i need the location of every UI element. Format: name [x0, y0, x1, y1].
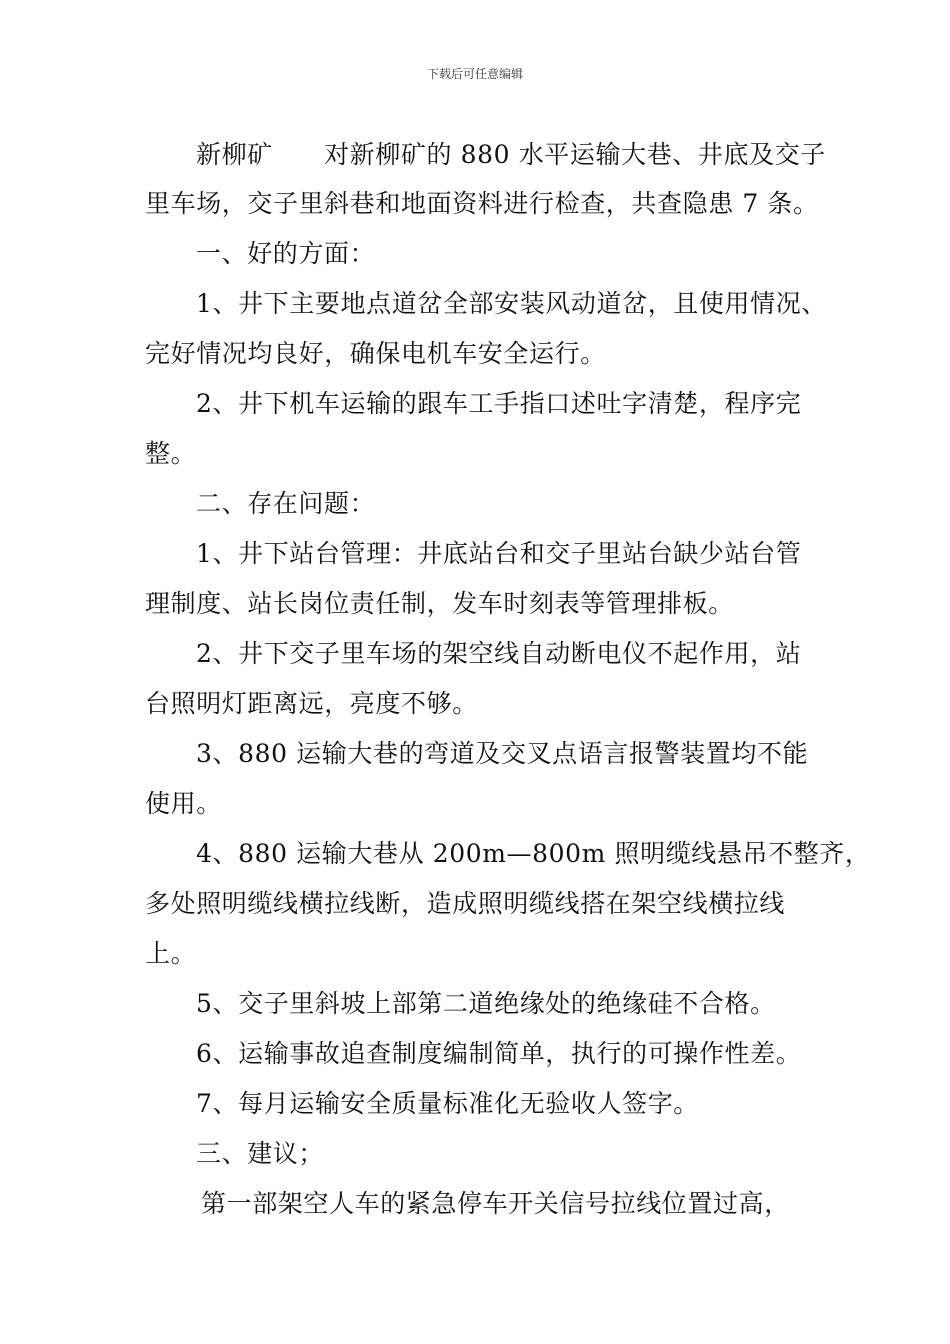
line-21: 三、建议；	[196, 1139, 325, 1168]
line-13: 3、880 运输大巷的弯道及交叉点语言报警装置均不能	[196, 739, 809, 768]
line-7: 整。	[145, 439, 197, 468]
line-4: 1、井下主要地点道岔全部安装风动道岔，且使用情况、	[196, 289, 827, 318]
line-12: 台照明灯距离远，亮度不够。	[145, 689, 478, 718]
line-15: 4、880 运输大巷从 200m—800m 照明缆线悬吊不整齐，	[196, 839, 871, 868]
line-22: 第一部架空人车的紧急停车开关信号拉线位置过高，	[201, 1189, 790, 1218]
line-14: 使用。	[145, 789, 222, 818]
line-17: 上。	[145, 939, 197, 968]
page-header: 下载后可任意编辑	[426, 67, 523, 81]
line-11: 2、井下交子里车场的架空线自动断电仪不起作用，站	[196, 639, 802, 668]
line-5: 完好情况均良好，确保电机车安全运行。	[145, 339, 606, 368]
line-2: 里车场，交子里斜巷和地面资料进行检查，共查隐患 7 条。	[145, 189, 819, 218]
line-8: 二、存在问题：	[196, 489, 376, 518]
line-16: 多处照明缆线横拉线断，造成照明缆线搭在架空线横拉线	[145, 889, 786, 918]
line-20: 7、每月运输安全质量标准化无验收人签字。	[196, 1089, 699, 1118]
line-1: 新柳矿 对新柳矿的 880 水平运输大巷、井底及交子	[196, 140, 826, 169]
line-6: 2、井下机车运输的跟车工手指口述吐字清楚，程序完	[196, 389, 802, 418]
line-3: 一、好的方面：	[196, 239, 376, 268]
line-19: 6、运输事故追查制度编制简单，执行的可操作性差。	[196, 1039, 802, 1068]
line-9: 1、井下站台管理：井底站台和交子里站台缺少站台管	[196, 539, 802, 568]
line-10: 理制度、站长岗位责任制，发车时刻表等管理排板。	[145, 589, 734, 618]
line-18: 5、交子里斜坡上部第二道绝缘处的绝缘硅不合格。	[196, 989, 776, 1018]
